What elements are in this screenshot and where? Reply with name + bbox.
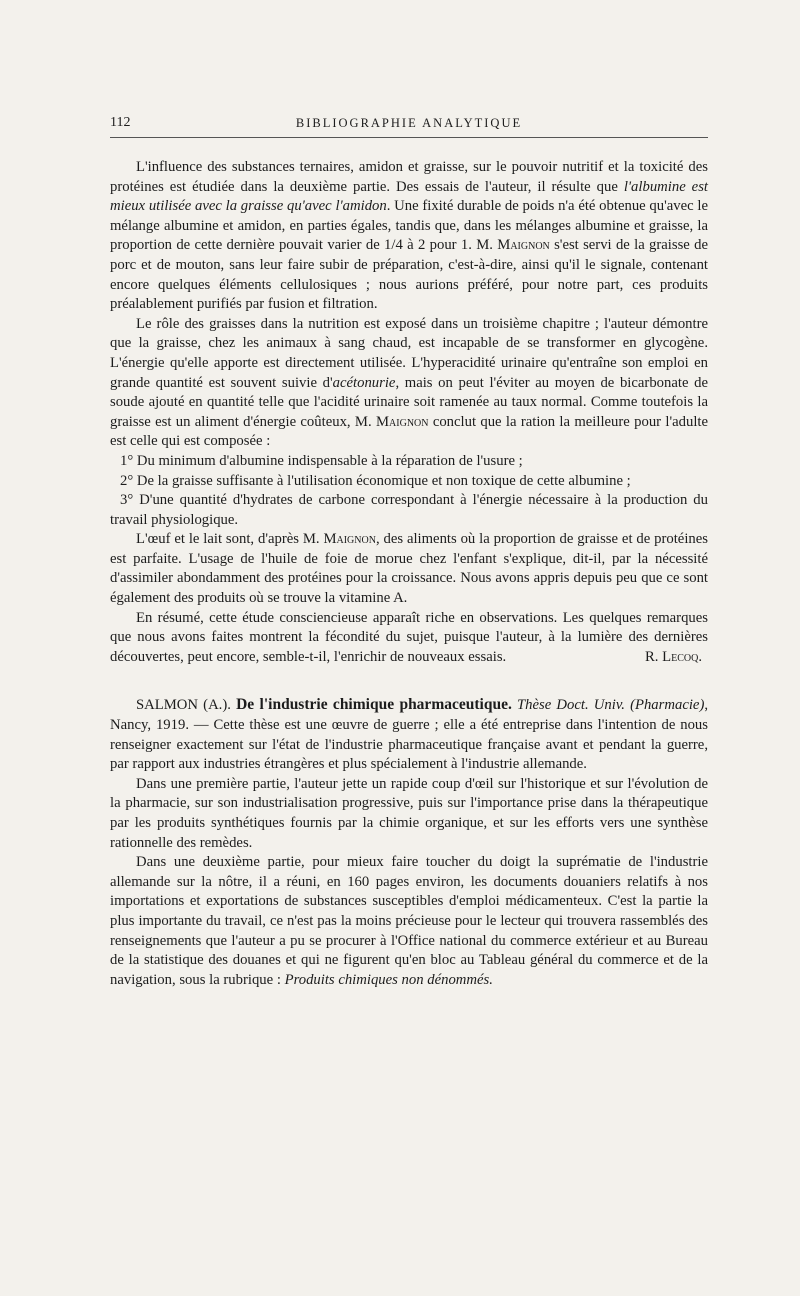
author-name: Maignon [323, 531, 376, 548]
entry-source: Thèse Doct. Univ. (Pharmacie) [517, 697, 705, 714]
review2-paragraph-2: Dans une première partie, l'auteur jette un rapide coup d'œil sur l'historique et sur l'évolution de la pharmacie, sur son industrialisation progressive, puis sur l'importance prise dans la thérapeutique par les produits synthétiques fournis par la chimie organique, et sur les efforts vers une synthèse rationnelle des remèdes. [110, 775, 708, 851]
review1-paragraph-3: L'œuf et le lait sont, d'après M. Maignon, des aliments où la proportion de graisse et de protéines est parfaite. L'usage de l'huile de foie de morue chez l'enfant s'explique, dit-il, par la nécessité d'assimiler abondamment des protéines pour la croissance. Nous avons appris depuis peu que ce sont également des produits où se trouve la vitamine A. [110, 531, 708, 607]
running-title: BIBLIOGRAPHIE ANALYTIQUE [295, 116, 523, 130]
review-salmon [110, 695, 708, 990]
review1-paragraph-1: L'influence des substances ternaires, amidon et graisse, sur le pouvoir nutritif et la toxicité des protéines est étudiée dans la deuxième partie. Des essais de l'auteur, il résulte que l'albumine est mieux utilisée avec la graisse qu'avec l'amidon. Une fixité durable de poids n'a été obtenue qu'avec le mélange albumine et amidon, en parties égales, tandis que, dans les mélanges albumine et graisse, la proportion de cette dernière pouvait varier de 1/4 à 2 pour 1. M. Maignon s'est servi de la graisse de porc et de mouton, sans leur faire subir de préparation, c'est-à-dire, ainsi qu'il le signale, contenant encore quelques éléments cellulosiques ; nous aurions préféré, pour notre part, ces produits préalablement purifiés par fusion et filtration. [110, 159, 709, 313]
review2-paragraph-3: Dans une deuxième partie, pour mieux faire toucher du doigt la suprématie de l'industrie allemande sur la nôtre, il a réuni, en 160 pages environ, les documents douaniers relatifs à nos importations et exportations de substances susceptibles d'emploi médicamenteux. C'est la partie la plus importante du travail, ce n'est pas la moins précieuse pour le lecteur qui trouvera rassemblés des renseignements que l'auteur a pu se procurer à l'Office national du commerce extérieur et au Bureau de la statistique des douanes et qui ne figurent qu'en bloc au Tableau général du commerce et de la navigation, sous la rubrique : Produits chimiques non dénommés. [110, 854, 708, 988]
author-name: Maignon [497, 237, 550, 254]
author-name: Maignon [375, 413, 429, 430]
review1-paragraph-4: En résumé, cette étude consciencieuse apparaît riche en observations. Les quelques remarques que nous avons faites montrent la fécondité du sujet, puisque l'auteur, à la lumière des dernières découvertes, peut encore, semble-t-il, l'enrichir de nouveaux essais. R. Lecoq. [110, 609, 708, 668]
page-number: 112 [110, 115, 131, 130]
running-head [110, 115, 708, 138]
review-maignon-continued [110, 158, 708, 667]
list-item: 1° Du minimum d'albumine indispensable à la réparation de l'usure ; [120, 452, 523, 469]
entry-author: SALMON (A.). [136, 697, 231, 714]
review2-paragraph-1: SALMON (A.). De l'industrie chimique pharmaceutique. Thèse Doct. Univ. (Pharmacie), Nancy, 1919. — Cette thèse est une œuvre de guerre ; elle a été entreprise dans l'intention de nous renseigner exactement sur l'état de l'industrie pharmaceutique française avant et pendant la guerre, par rapport aux industries étrangères et plus spécialement à l'industrie allemande. [110, 696, 709, 773]
review1-paragraph-2: Le rôle des graisses dans la nutrition est exposé dans un troisième chapitre ; l'auteur démontre que la graisse, chez les animaux à sang chaud, est incapable de se transformer en glycogène. L'énergie qu'elle apporte est directement utilisée. L'hyperacidité urinaire qu'entraîne son emploi en grande quantité est souvent suivie d'acétonurie, mais on peut l'éviter au moyen de bicarbonate de soude ajouté en quantité telle que l'acidité urinaire soit ramenée au taux normal. Comme toutefois la graisse est un aliment d'énergie coûteux, M. Maignon conclut que la ration la meilleure pour l'adulte est celle qui est composée : [110, 315, 708, 450]
reviewer-signature: R. Lecoq. [644, 648, 702, 665]
list-item: 3° D'une quantité d'hydrates de carbone correspondant à l'énergie nécessaire à la production du travail physiologique. [110, 492, 708, 528]
entry-title: De l'industrie chimique pharmaceutique. [236, 696, 512, 714]
list-item: 2° De la graisse suffisante à l'utilisation économique et non toxique de cette albumine ; [120, 472, 631, 489]
